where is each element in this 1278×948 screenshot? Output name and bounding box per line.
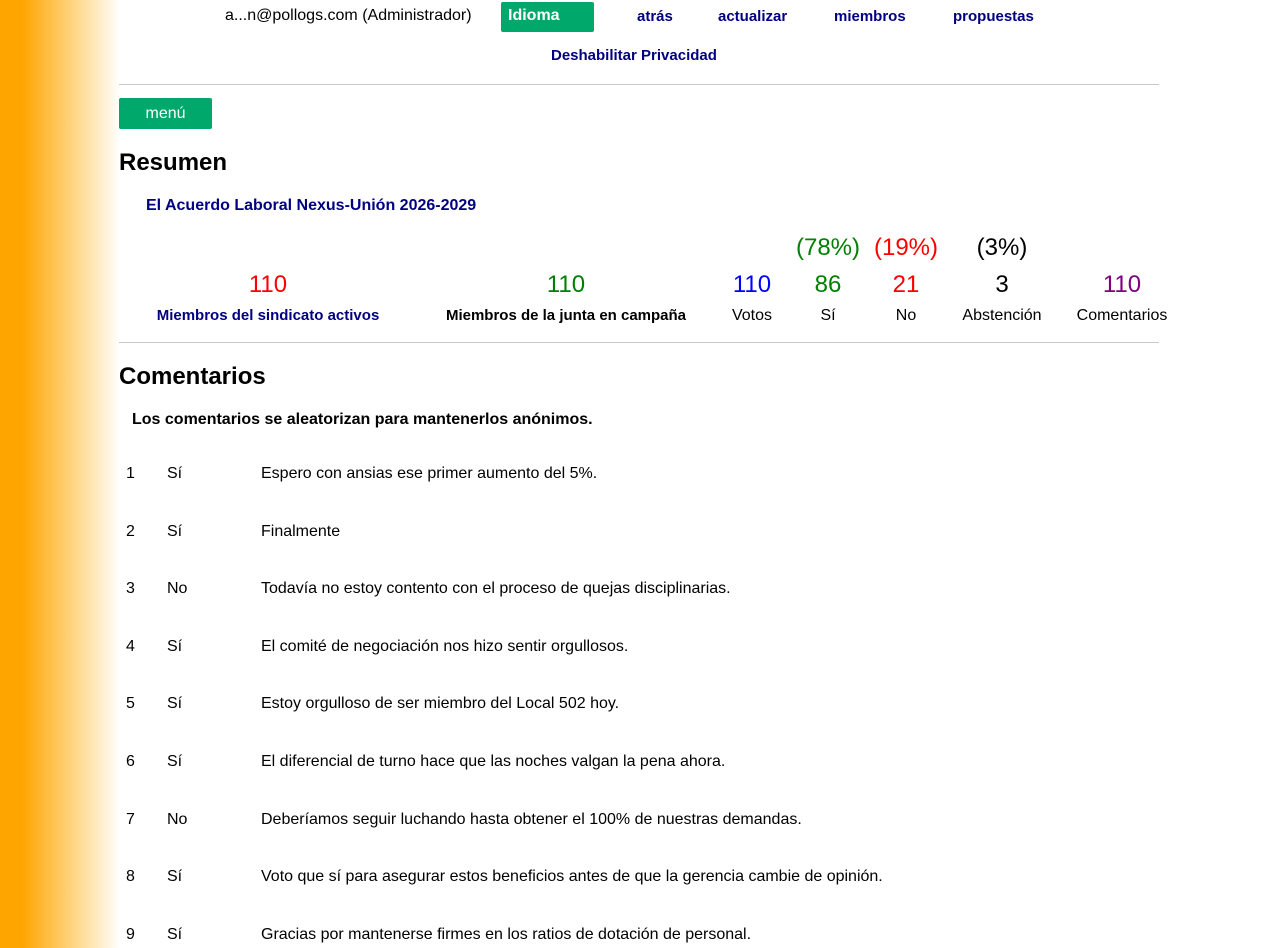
yes-count: 86 [814,271,842,298]
comment-text: Todavía no estoy contento con el proceso de quejas disciplinarias. [261,580,731,598]
yes-percent: (78%) [795,234,861,261]
abstain-label: Abstención [962,307,1042,324]
nav-back-link[interactable]: atrás [637,8,673,25]
comment-vote: Sí [167,637,183,655]
comment-number: 1 [126,465,135,482]
comment-vote: No [167,810,188,828]
abstain-count: 3 [995,271,1009,298]
comments-anonymity-note: Los comentarios se aleatorizan para mantenerlos anónimos. [132,411,593,428]
nav-members-link[interactable]: miembros [834,8,906,25]
no-count: 21 [892,271,920,298]
comment-number: 8 [126,868,135,886]
header-divider [119,84,1159,85]
comment-vote: Sí [167,695,183,713]
abstain-percent: (3%) [976,234,1028,261]
yes-label: Sí [820,307,836,324]
comment-text: Gracias por mantenerse firmes en los ratios de dotación de personal. [261,925,752,943]
comment-vote: Sí [167,465,183,482]
menu-button[interactable] [119,98,212,129]
disable-privacy-link[interactable]: Deshabilitar Privacidad [551,47,717,64]
comment-text: Voto que sí para asegurar estos beneficios antes de que la gerencia cambie de opinión. [261,868,883,886]
comments-heading: Comentarios [119,363,266,390]
comment-number: 2 [126,522,135,540]
language-label: Idioma [508,7,560,24]
comment-text: Estoy orgulloso de ser miembro del Local 502 hoy. [261,695,620,713]
comment-number: 4 [126,637,135,655]
comments-label: Comentarios [1076,307,1168,324]
board-members-label: Miembros de la junta en campaña [445,307,687,324]
comment-number: 5 [126,695,135,713]
comments-count: 110 [1102,271,1142,298]
summary-heading: Resumen [119,149,228,176]
active-members-link[interactable]: Miembros del sindicato activos [156,307,380,324]
nav-proposals-link[interactable]: propuestas [953,8,1034,25]
comment-text: Espero con ansias ese primer aumento del 5%. [261,465,598,482]
proposal-title-link[interactable]: El Acuerdo Laboral Nexus-Unión 2026-2029 [146,197,477,214]
comment-vote: Sí [167,925,183,943]
user-email: a...n@pollogs.com (Administrador) [225,7,472,24]
comment-text: El comité de negociación nos hizo sentir orgullosos. [261,637,629,655]
no-percent: (19%) [873,234,939,261]
votes-count: 110 [732,271,772,298]
comment-text: Finalmente [261,522,341,540]
comment-number: 6 [126,753,135,770]
board-members-count: 110 [546,271,586,298]
comment-number: 9 [126,925,135,943]
votes-label: Votos [731,307,773,324]
comment-vote: Sí [167,522,183,540]
comment-text: Deberíamos seguir luchando hasta obtener el 100% de nuestras demandas. [261,810,802,828]
active-members-count: 110 [248,271,288,298]
no-label: No [895,307,917,324]
nav-refresh-link[interactable]: actualizar [718,8,788,25]
language-button[interactable] [501,2,594,32]
comment-vote: Sí [167,868,183,886]
summary-divider [119,342,1159,343]
comment-number: 7 [126,810,135,828]
comment-vote: No [167,580,188,598]
comment-number: 3 [126,580,135,598]
comment-vote: Sí [167,753,183,770]
menu-label: menú [145,105,186,122]
sidebar-gradient [0,0,120,948]
comment-text: El diferencial de turno hace que las noches valgan la pena ahora. [261,753,726,770]
